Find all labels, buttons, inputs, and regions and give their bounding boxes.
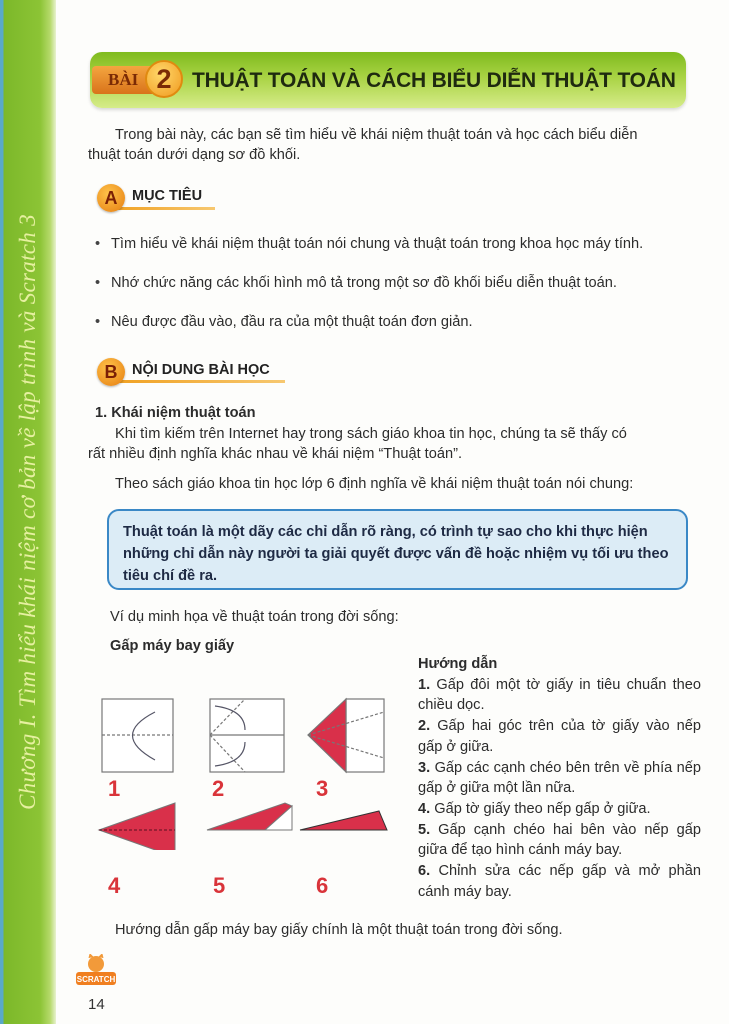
lesson-number: 2 bbox=[145, 60, 183, 98]
scratch-logo-icon bbox=[74, 954, 118, 988]
section-a-title: MỤC TIÊU bbox=[132, 188, 203, 204]
section-b-underline bbox=[110, 380, 285, 383]
subheading: 1. Khái niệm thuật toán bbox=[95, 405, 256, 421]
lesson-badge-label: BÀI bbox=[108, 70, 139, 89]
chapter-sidebar bbox=[0, 0, 56, 1024]
conclusion: Hướng dẫn gấp máy bay giấy chính là một thuật toán trong đời sống. bbox=[115, 922, 563, 938]
section-b-title: NỘI DUNG BÀI HỌC bbox=[132, 362, 270, 378]
example-title: Gấp máy bay giấy bbox=[110, 638, 235, 654]
instructions-title: Hướng dẫn bbox=[418, 656, 498, 672]
intro-line-2: thuật toán dưới dạng sơ đồ khối. bbox=[88, 147, 301, 163]
step-4-diagram bbox=[99, 803, 175, 850]
step-label: 6 bbox=[316, 873, 329, 898]
step-label: 4 bbox=[108, 873, 121, 898]
step-3-diagram bbox=[308, 699, 384, 772]
instruction-step: 6. Chỉnh sửa các nếp gấp và mở phần cánh máy bay. bbox=[418, 863, 701, 900]
objective-item: • Tìm hiểu về khái niệm thuật toán nói chung và thuật toán trong khoa học máy tính. bbox=[95, 236, 643, 252]
instruction-step: 3. Gấp các cạnh chéo bên trên về phía nếp gấp ở giữa một lần nữa. bbox=[418, 759, 701, 797]
lesson-title: THUẬT TOÁN VÀ CÁCH BIỂU DIỄN THUẬT TOÁN bbox=[192, 69, 676, 92]
step-label: 3 bbox=[316, 776, 329, 801]
step-6-diagram bbox=[300, 811, 387, 830]
intro-line-1: Trong bài này, các bạn sẽ tìm hiểu về khái niệm thuật toán và học cách biểu diễn bbox=[115, 127, 638, 143]
objective-item: • Nêu được đầu vào, đầu ra của một thuật toán đơn giản. bbox=[95, 314, 473, 330]
section-b-badge: B bbox=[97, 358, 125, 386]
section-a-badge: A bbox=[97, 184, 125, 212]
para1-line-2: rất nhiều định nghĩa khác nhau về khái niệm “Thuật toán”. bbox=[88, 446, 463, 462]
definition-box: Thuật toán là một dãy các chỉ dẫn rõ ràng, có trình tự sao cho khi thực hiện những chỉ dẫn này người ta giải quyết được vấn đề hoặc nhiệm vụ tối ưu theo tiêu chí đề ra. bbox=[107, 509, 688, 590]
chapter-title: Chương I. Tìm hiểu khái niệm cơ bản về lập trình và Scratch 3 bbox=[15, 214, 40, 810]
step-label: 5 bbox=[213, 873, 226, 898]
svg-text:SCRATCH: SCRATCH bbox=[76, 975, 116, 984]
page-number: 14 bbox=[88, 996, 105, 1013]
instruction-step: 2. Gấp hai góc trên của tờ giấy vào nếp gấp ở giữa. bbox=[418, 718, 701, 755]
instruction-step: 4. Gấp tờ giấy theo nếp gấp ở giữa. bbox=[418, 800, 651, 817]
step-label: 2 bbox=[212, 776, 225, 801]
instructions bbox=[418, 654, 701, 902]
section-a-underline bbox=[110, 207, 215, 210]
step-5-diagram bbox=[207, 803, 292, 830]
step-2-diagram bbox=[210, 699, 284, 772]
example-intro: Ví dụ minh họa về thuật toán trong đời sống: bbox=[110, 609, 399, 625]
instruction-step: 1. Gấp đôi một tờ giấy in tiêu chuẩn theo chiều dọc. bbox=[418, 676, 701, 714]
para1-line-1: Khi tìm kiếm trên Internet hay trong sách giáo khoa tin học, chúng ta sẽ thấy có bbox=[115, 426, 627, 442]
step-label: 1 bbox=[108, 776, 121, 801]
paper-plane-figure bbox=[95, 690, 400, 850]
instruction-step: 5. Gấp cạnh chéo hai bên vào nếp gấp giữa để tạo hình cánh máy bay. bbox=[418, 821, 702, 859]
para2: Theo sách giáo khoa tin học lớp 6 định nghĩa về khái niệm thuật toán nói chung: bbox=[115, 476, 634, 492]
objective-item: • Nhớ chức năng các khối hình mô tả trong một sơ đồ khối biểu diễn thuật toán. bbox=[95, 275, 617, 291]
step-1-diagram bbox=[102, 699, 173, 772]
